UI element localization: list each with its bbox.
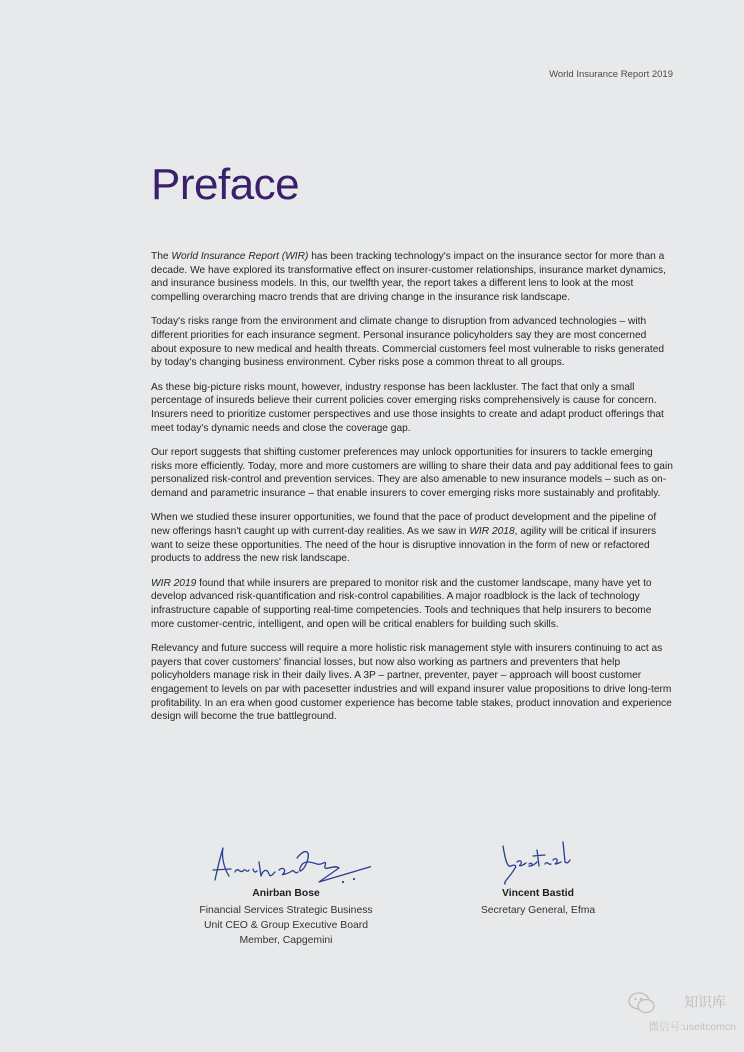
italic-text: World Insurance Report (WIR) <box>171 251 309 262</box>
body-paragraph <box>151 250 673 305</box>
paragraph-text: Relevancy and future success will require a more holistic risk management style with insurers continuing to act as payers that cover customers' financial losses, but now also working as partners and preventers that help policyholders manage risk in their daily lives. A 3P – partner, preventer, payer – approach will boost customer engagement to levels on par with pacesetter industries and will expand insurer value propositions to drive long-term profitability. In an era when good customer experience has become table stakes, product innovation and experience design will become the true battleground. <box>151 642 672 723</box>
report-header: World Insurance Report 2019 <box>549 69 673 80</box>
role-line: Member, Capgemini <box>239 935 333 946</box>
role-line: Unit CEO & Group Executive Board <box>203 920 368 931</box>
role-line: Financial Services Strategic Business <box>199 905 373 916</box>
body-paragraph <box>151 315 673 370</box>
paragraph-text: found that while insurers are prepared to monitor risk and the customer landscape, many have yet to develop advanced risk-quantification and risk-control capabilities. A major roadblock is the lack of technology infrastructure capable of supporting real-time competencies. Tools and techniques that help insurers to become more customer-centric, intelligent, and open will be critical enablers for building such skills. <box>151 577 652 630</box>
paragraph-text: As these big-picture risks mount, however, industry response has been lackluster. The fact that only a small percentage of insureds believe their current policies cover emerging risks comprehensively is cause for concern. Insurers need to prioritize customer perspectives and use those insights to create and adapt product offerings that meet today's dynamic needs and close the coverage gap. <box>151 381 664 434</box>
body-paragraph <box>151 577 673 632</box>
signature-anirban-bose-image <box>201 836 371 888</box>
preface-body <box>151 250 673 735</box>
body-paragraph <box>151 381 673 436</box>
body-paragraph <box>151 446 673 501</box>
signatory-role <box>190 903 382 948</box>
italic-text: WIR 2018 <box>469 525 515 537</box>
signatory-anirban-bose <box>190 836 382 948</box>
watermark <box>618 992 736 1034</box>
signature-vincent-bastid-image <box>493 836 583 888</box>
paragraph-text: Our report suggests that shifting customer preferences may unlock opportunities for insurers to tackle emerging risks more efficiently. Today, more and more customers are willing to share their data and pay additional fees to gain personalized risk-control and prevention services. They are also amenable to new insurance models – such as on-demand and parametric insurance – that enable insurers to cover emerging risks more sustainably and profitably. <box>151 446 673 500</box>
wechat-icon <box>628 992 656 1014</box>
body-paragraph <box>151 642 673 724</box>
paragraph-text: Today's risks range from the environment and climate change to disruption from advanced technologies – with different priorities for each insurance segment. Personal insurance policyholders say they are most concerned about exposure to new medical and health threats. Commercial customers feel most vulnerable to risks generated by today's changing business environment. Cyber risks pose a common threat to all groups. <box>151 316 665 369</box>
body-paragraph <box>151 511 673 566</box>
signatory-vincent-bastid <box>460 836 616 918</box>
paragraph-text: When we studied these insurer opportunities, we found that the pace of product development and the pipeline of new offerings hasn't caught up with current-day realities. As we saw in <box>151 512 657 537</box>
watermark-brand: 知识库 <box>684 994 726 1010</box>
watermark-account: 微信号:useitcomcn <box>648 1021 736 1033</box>
paragraph-text: , agility will be critical if insurers want to seize these opportunities. The need of the hour is disruptive innovation in the form of new or refactored products to address the new risk landscape. <box>151 525 657 565</box>
page-title: Preface <box>151 160 300 209</box>
role-line: Secretary General, Efma <box>480 905 596 916</box>
signatory-name: Vincent Bastid <box>502 888 574 899</box>
signatory-name: Anirban Bose <box>252 888 320 899</box>
italic-text: WIR 2019 <box>151 577 197 589</box>
paragraph-text: has been tracking technology's impact on the insurance sector for more than a decade. We have explored its transformative effect on insurer-customer relationships, insurance market dynamics, and insurance business models. In this, our twelfth year, the report takes a different lens to look at the most compelling overarching macro trends that are driving change in the insurance risk landscape. <box>151 251 666 304</box>
signatory-role <box>460 903 616 918</box>
paragraph-text: The <box>151 251 172 262</box>
